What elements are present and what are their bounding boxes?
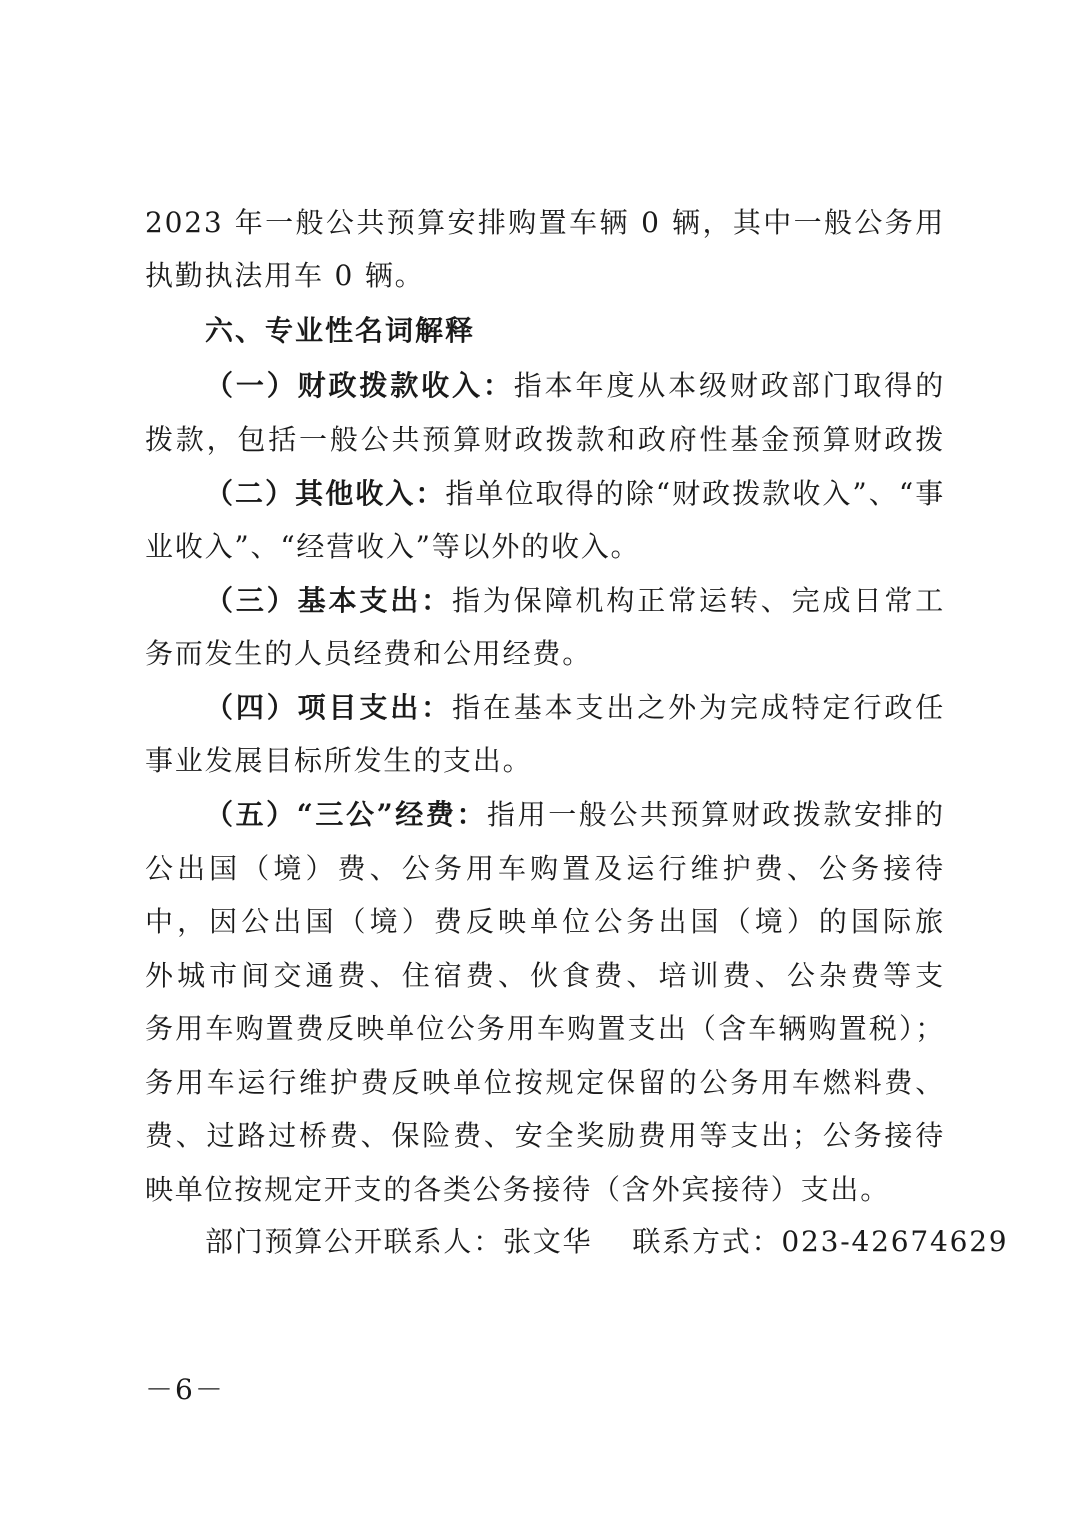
term-4-label: （四）项目支出： — [205, 691, 453, 724]
term-2-text: 指单位取得的除“财政拨款收入”、“事 — [445, 477, 945, 510]
term-5-line-6: 务用车运行维护费反映单位按规定保留的公务用车燃料费、 — [145, 1066, 945, 1099]
contact-method: 联系方式：023-42674629 — [632, 1225, 1009, 1258]
body-line-2: 执勤执法用车 0 辆。 — [145, 259, 425, 292]
term-5-text: 指用一般公共预算财政拨款安排的 — [487, 798, 945, 831]
term-4-first-line — [205, 688, 945, 728]
term-1-text: 指本年度从本级财政部门取得的 — [513, 369, 945, 402]
term-2-first-line — [205, 474, 945, 514]
contact-person: 部门预算公开联系人：张文华 — [205, 1225, 593, 1258]
term-3-label: （三）基本支出： — [205, 584, 453, 617]
body-line-1: 2023 年一般公共预算安排购置车辆 0 辆，其中一般公务用 — [145, 206, 945, 239]
term-1-label: （一）财政拨款收入： — [205, 369, 514, 402]
term-1-line-2: 拨款，包括一般公共预算财政拨款和政府性基金预算财政拨 — [145, 423, 945, 456]
term-4-text: 指在基本支出之外为完成特定行政任 — [452, 691, 945, 724]
term-5-line-3: 中，因公出国（境）费反映单位公务出国（境）的国际旅 — [145, 905, 945, 938]
term-2-label: （二）其他收入： — [205, 477, 446, 510]
term-5-line-2: 公出国（境）费、公务用车购置及运行维护费、公务接待 — [145, 852, 945, 885]
term-1-first-line — [205, 366, 945, 406]
term-5-line-4: 外城市间交通费、住宿费、伙食费、培训费、公杂费等支 — [145, 959, 945, 992]
contact-line — [205, 1222, 1009, 1262]
term-5-line-8: 映单位按规定开支的各类公务接待（含外宾接待）支出。 — [145, 1173, 891, 1206]
term-3-text: 指为保障机构正常运转、完成日常工 — [452, 584, 945, 617]
term-4-line-2: 事业发展目标所发生的支出。 — [145, 744, 533, 777]
term-5-line-5: 务用车购置费反映单位公务用车购置支出（含车辆购置税）； — [145, 1012, 945, 1045]
term-5-line-7: 费、过路过桥费、保险费、安全奖励费用等支出；公务接待 — [145, 1119, 945, 1152]
section-heading: 六、专业性名词解释 — [205, 314, 476, 347]
term-3-line-2: 务而发生的人员经费和公用经费。 — [145, 637, 593, 670]
page-number: －6－ — [145, 1373, 225, 1406]
term-5-label: （五）“三公”经费： — [205, 798, 488, 831]
term-2-line-2: 业收入”、“经营收入”等以外的收入。 — [145, 530, 641, 563]
term-3-first-line — [205, 581, 945, 621]
term-5-first-line — [205, 795, 945, 835]
